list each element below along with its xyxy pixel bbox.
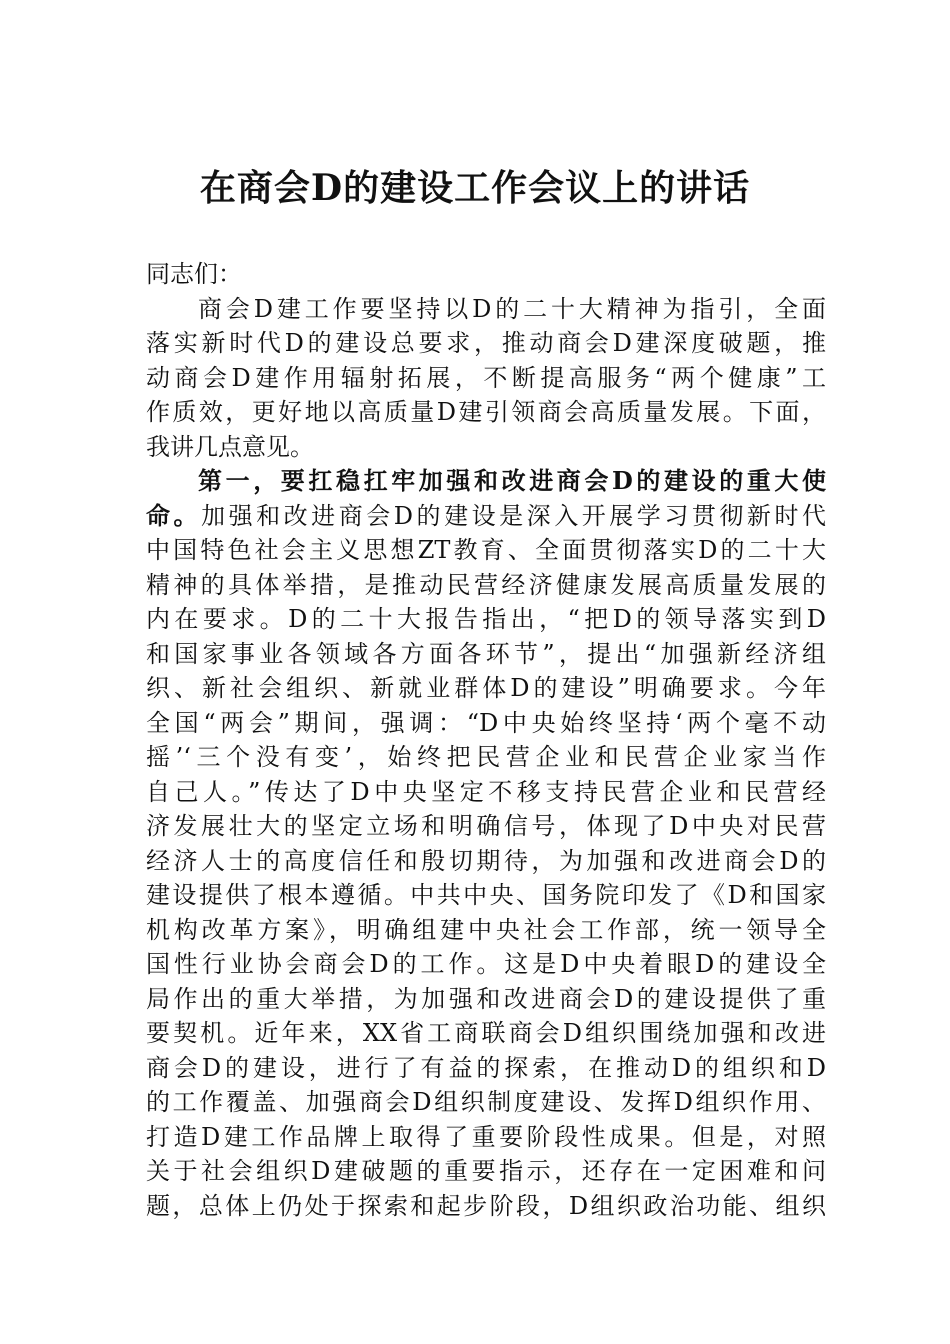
body-line-text: 全国“两会”期间，强调：“D中央始终坚持‘两个毫不动 <box>146 708 826 737</box>
body-line-text: 自己人。”传达了D中央坚定不移支持民营企业和民营经 <box>146 777 826 806</box>
body-line-text: 商会D建工作要坚持以D的二十大精神为指引，全面 <box>198 294 826 323</box>
body-line <box>146 1016 826 1051</box>
body-line-text: 建设提供了根本遵循。中共中央、国务院印发了《D和国家 <box>146 881 826 909</box>
bold-heading-text: 命。 <box>146 500 202 530</box>
body-line <box>146 395 826 430</box>
body-line <box>146 326 826 361</box>
body-line <box>146 671 826 706</box>
body-line <box>146 844 826 879</box>
body-line <box>146 947 826 982</box>
body-line-text: 中国特色社会主义思想ZT教育、全面贯彻落实D的二十大 <box>146 536 826 564</box>
body-line-text: 精神的具体举措，是推动民营经济健康发展高质量发展的 <box>146 570 826 599</box>
body-line-text: 商会D的建设，进行了有益的探索，在推动D的组织和D <box>146 1053 826 1082</box>
body-line-text: 经济人士的高度信任和殷切期待，为加强和改进商会D的 <box>146 846 826 875</box>
body-line <box>146 292 826 327</box>
body-line <box>146 464 826 499</box>
body-line-text: 关于社会组织D建破题的重要指示，还存在一定困难和问 <box>146 1157 826 1185</box>
body-line-text: 济发展壮大的坚定立场和明确信号，体现了D中央对民营 <box>146 812 826 840</box>
body-line <box>146 1189 826 1224</box>
bold-heading-text: 第一，要扛稳扛牢加强和改进商会D的建设的重大使 <box>198 466 826 495</box>
document-body <box>146 257 826 1223</box>
body-line-text: 加强和改进商会D的建设是深入开展学习贯彻新时代 <box>201 501 826 530</box>
body-line <box>146 1120 826 1155</box>
body-line <box>146 878 826 913</box>
body-line <box>146 1051 826 1086</box>
body-line-text: 摇’‘三个没有变’，始终把民营企业和民营企业家当作 <box>146 743 826 771</box>
body-line <box>146 430 826 465</box>
body-line <box>146 809 826 844</box>
body-line <box>146 982 826 1017</box>
body-line-text: 打造D建工作品牌上取得了重要阶段性成果。但是，对照 <box>146 1122 826 1151</box>
body-line <box>146 602 826 637</box>
body-line-text: 局作出的重大举措，为加强和改进商会D的建设提供了重 <box>146 984 826 1013</box>
body-line-text: 机构改革方案》，明确组建中央社会工作部，统一领导全 <box>146 915 826 944</box>
salutation: 同志们： <box>146 260 242 288</box>
body-line-text: 动商会D建作用辐射拓展，不断提高服务“两个健康”工 <box>146 363 826 392</box>
body-line-text: 要契机。近年来，XX省工商联商会D组织围绕加强和改进 <box>146 1019 826 1047</box>
body-line-text: 和国家事业各领域各方面各环节”，提出“加强新经济组 <box>146 639 826 668</box>
paragraph-lines <box>146 292 826 1224</box>
body-line-text: 国性行业协会商会D的工作。这是D中央着眼D的建设全 <box>146 950 826 978</box>
body-line <box>146 637 826 672</box>
body-line-text: 我讲几点意见。 <box>146 432 314 461</box>
body-line <box>146 913 826 948</box>
body-line <box>146 706 826 741</box>
body-line <box>146 1085 826 1120</box>
body-line <box>146 775 826 810</box>
body-line <box>146 1154 826 1189</box>
document-title: 在商会D的建设工作会议上的讲话 <box>199 167 751 209</box>
body-line-text: 落实新时代D的建设总要求，推动商会D建深度破题，推 <box>146 329 826 357</box>
body-line-text: 织、新社会组织、新就业群体D的建设”明确要求。今年 <box>146 674 826 702</box>
body-line <box>146 568 826 603</box>
body-line <box>146 533 826 568</box>
body-line-text: 的工作覆盖、加强商会D组织制度建设、发挥D组织作用、 <box>146 1088 826 1116</box>
body-line-text: 题，总体上仍处于探索和起步阶段，D组织政治功能、组织 <box>146 1191 826 1220</box>
body-line-text: 内在要求。D的二十大报告指出，“把D的领导落实到D <box>146 605 826 633</box>
body-line-text: 作质效，更好地以高质量D建引领商会高质量发展。下面， <box>146 398 826 426</box>
body-line <box>146 499 826 534</box>
body-line <box>146 740 826 775</box>
body-line <box>146 361 826 396</box>
